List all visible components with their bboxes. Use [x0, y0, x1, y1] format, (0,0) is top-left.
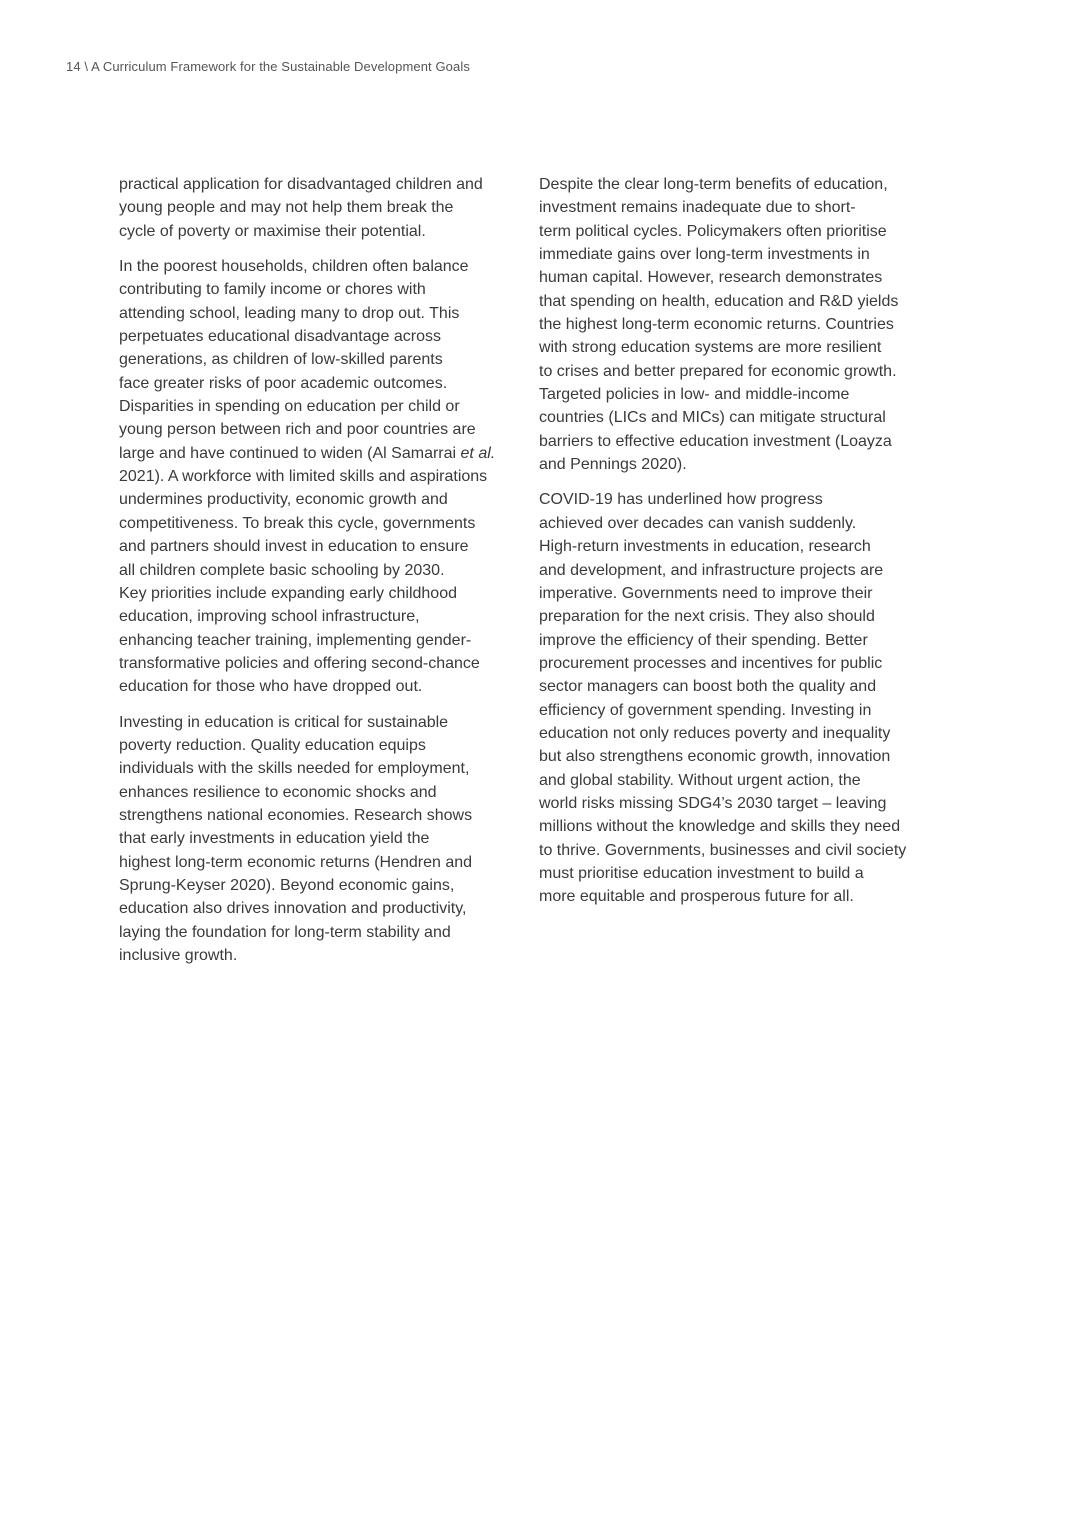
text-line: to crises and better prepared for economic growth. — [539, 362, 897, 380]
text-line: more equitable and prosperous future for all. — [539, 888, 854, 906]
text-line: achieved over decades can vanish suddenly. — [539, 514, 857, 532]
running-header — [66, 58, 470, 76]
text-line: education not only reduces poverty and inequality — [539, 724, 891, 742]
header-separator: \ — [80, 59, 92, 74]
text-line: education for those who have dropped out. — [119, 678, 423, 696]
text-line: millions without the knowledge and skills they need — [539, 818, 901, 836]
text-line: COVID-19 has underlined how progress — [539, 491, 823, 509]
text-line: world risks missing SDG4’s 2030 target – leaving — [539, 794, 887, 812]
text-line: preparation for the next crisis. They also should — [539, 608, 875, 626]
text-line: Sprung-Keyser 2020). Beyond economic gains, — [119, 876, 455, 894]
text-line: that early investments in education yield the — [119, 830, 430, 848]
text-line: but also strengthens economic growth, innovation — [539, 748, 891, 766]
text-line: to thrive. Governments, businesses and civil society — [539, 841, 907, 859]
text-line: Investing in education is critical for sustainable — [119, 713, 449, 731]
text-line: enhancing teacher training, implementing gender- — [119, 631, 472, 649]
text-line: and Pennings 2020). — [539, 456, 687, 474]
text-line: face greater risks of poor academic outcomes. — [119, 374, 448, 392]
text-line: transformative policies and offering second-chance — [119, 654, 480, 672]
text-line: education also drives innovation and productivity, — [119, 900, 467, 918]
text-line: term political cycles. Policymakers often prioritise — [539, 222, 887, 240]
text-line: perpetuates educational disadvantage across — [119, 328, 441, 346]
right-column — [539, 173, 935, 921]
document-title: A Curriculum Framework for the Sustainable Development Goals — [91, 59, 470, 74]
right-paragraph-1 — [539, 173, 935, 476]
citation-italic: et al. — [460, 444, 496, 462]
text-line: and development, and infrastructure projects are — [539, 561, 884, 579]
text-line: attending school, leading many to drop out. This — [119, 304, 460, 322]
left-column — [119, 173, 515, 979]
text-line: immediate gains over long-term investments in — [539, 246, 870, 264]
text-line: human capital. However, research demonstrates — [539, 269, 883, 287]
text-line: strengthens national economies. Research shows — [119, 806, 473, 824]
text-line: all children complete basic schooling by 2030. — [119, 561, 445, 579]
text-line: highest long-term economic returns (Hendren and — [119, 853, 473, 871]
text-line: investment remains inadequate due to short- — [539, 199, 856, 217]
text-line: must prioritise education investment to build a — [539, 864, 864, 882]
text-line: Targeted policies in low- and middle-income — [539, 386, 850, 404]
text-line: undermines productivity, economic growth and — [119, 491, 448, 509]
text-line: inclusive growth. — [119, 947, 238, 964]
right-paragraph-2 — [539, 488, 935, 908]
text-line: with strong education systems are more resilient — [539, 339, 882, 357]
text-line: 2021). A workforce with limited skills and aspirations — [119, 468, 488, 486]
text-line: Key priorities include expanding early childhood — [119, 584, 457, 602]
citation-text: large and have continued to widen (Al Samarrai — [119, 444, 461, 462]
page-number: 14 — [66, 59, 81, 74]
text-line: education, improving school infrastructure, — [119, 608, 420, 626]
text-line: procurement processes and incentives for public — [539, 654, 883, 672]
left-paragraph-2 — [119, 255, 515, 699]
text-line: the highest long-term economic returns. Countries — [539, 316, 894, 334]
text-line: Despite the clear long-term benefits of education, — [539, 176, 888, 193]
text-line: laying the foundation for long-term stability and — [119, 923, 451, 941]
text-line: competitiveness. To break this cycle, governments — [119, 514, 476, 532]
text-line: young person between rich and poor countries are — [119, 421, 476, 439]
text-line: and partners should invest in education to ensure — [119, 538, 469, 556]
text-line: young people and may not help them break the — [119, 199, 454, 217]
text-line: cycle of poverty or maximise their potential. — [119, 222, 426, 240]
text-line: efficiency of government spending. Investing in — [539, 701, 872, 719]
text-line: imperative. Governments need to improve their — [539, 584, 873, 602]
text-line: improve the efficiency of their spending. Better — [539, 631, 868, 649]
text-line: countries (LICs and MICs) can mitigate structural — [539, 409, 886, 427]
text-line: enhances resilience to economic shocks and — [119, 783, 437, 801]
text-line: Disparities in spending on education per child or — [119, 398, 460, 416]
text-line: sector managers can boost both the quality and — [539, 678, 877, 696]
text-line: generations, as children of low-skilled parents — [119, 351, 443, 369]
text-line: High-return investments in education, research — [539, 538, 871, 556]
text-line: contributing to family income or chores with — [119, 281, 426, 299]
citation-line — [119, 442, 515, 465]
text-line: In the poorest households, children often balance — [119, 258, 469, 276]
text-line: practical application for disadvantaged children and — [119, 176, 483, 193]
text-line: that spending on health, education and R&D yields — [539, 292, 899, 310]
text-line: poverty reduction. Quality education equips — [119, 736, 426, 754]
text-line: barriers to effective education investment (Loayza — [539, 432, 892, 450]
text-line: and global stability. Without urgent action, the — [539, 771, 861, 789]
text-line: individuals with the skills needed for employment, — [119, 760, 470, 778]
left-paragraph-3 — [119, 711, 515, 968]
left-paragraph-1 — [119, 173, 515, 243]
